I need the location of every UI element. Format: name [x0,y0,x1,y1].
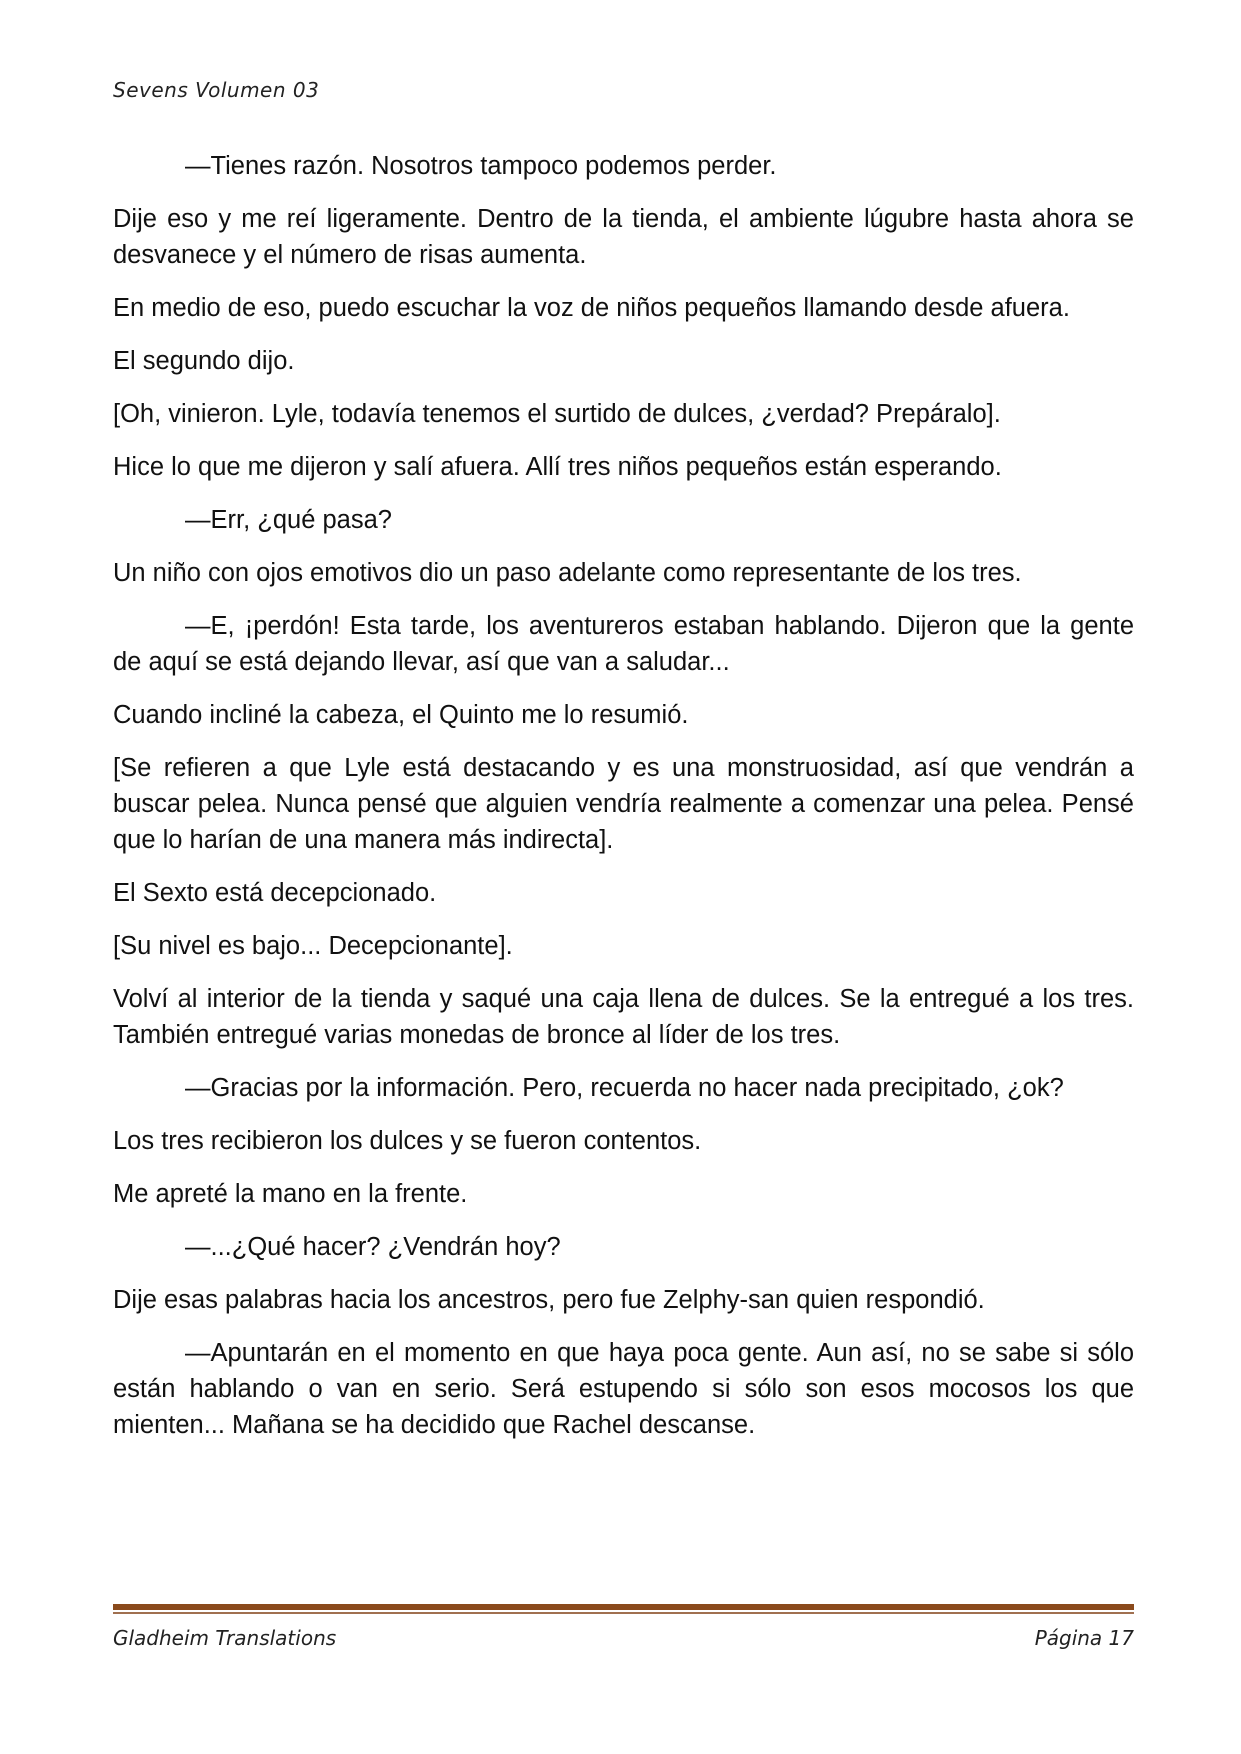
footer-page-number: Página 17 [1034,1626,1134,1650]
narration-paragraph: Dije esas palabras hacia los ancestros, pero fue Zelphy-san quien respondió. [113,1286,985,1314]
dialogue-paragraph: —...¿Qué hacer? ¿Vendrán hoy? [185,1233,561,1261]
footer-rule [113,1604,1134,1610]
narration-paragraph: Me apreté la mano en la frente. [113,1180,468,1208]
footer-rule-thin [113,1612,1134,1614]
narration-paragraph: Dije eso y me reí ligeramente. Dentro de la tienda, el ambiente lúgubre hasta ahora se desvanece y el número de risas aumenta. [113,205,1134,269]
dialogue-paragraph: —Err, ¿qué pasa? [185,506,392,534]
dialogue-paragraph: —Tienes razón. Nosotros tampoco podemos perder. [185,152,777,180]
narration-paragraph: Volví al interior de la tienda y saqué una caja llena de dulces. Se la entregué a los tres. También entregué varias monedas de bronce al líder de los tres. [113,985,1134,1049]
page-body [113,148,1134,1460]
narration-paragraph: El segundo dijo. [113,347,295,375]
narration-paragraph: [Su nivel es bajo... Decepcionante]. [113,932,513,960]
running-header: Sevens Volumen 03 [113,78,320,102]
narration-paragraph: [Se refieren a que Lyle está destacando y es una monstruosidad, así que vendrán a buscar pelea. Nunca pensé que alguien vendría realmente a comenzar una pelea. Pensé que lo harían de una manera más indirecta]. [113,754,1134,854]
narration-paragraph: [Oh, vinieron. Lyle, todavía tenemos el surtido de dulces, ¿verdad? Prepáralo]. [113,400,1001,428]
narration-paragraph: Hice lo que me dijeron y salí afuera. Allí tres niños pequeños están esperando. [113,453,1002,481]
narration-paragraph: El Sexto está decepcionado. [113,879,437,907]
narration-paragraph: En medio de eso, puedo escuchar la voz de niños pequeños llamando desde afuera. [113,294,1070,322]
footer-publisher: Gladheim Translations [113,1626,337,1650]
narration-paragraph: Un niño con ojos emotivos dio un paso adelante como representante de los tres. [113,559,1022,587]
narration-paragraph: Cuando incliné la cabeza, el Quinto me lo resumió. [113,701,689,729]
narration-paragraph: Los tres recibieron los dulces y se fueron contentos. [113,1127,702,1155]
dialogue-paragraph: —E, ¡perdón! Esta tarde, los aventureros estaban hablando. Dijeron que la gente de aquí se está dejando llevar, así que van a saludar... [113,612,1134,676]
dialogue-paragraph: —Apuntarán en el momento en que haya poca gente. Aun así, no se sabe si sólo están hablando o van en serio. Será estupendo si sólo son esos mocosos los que mienten... Mañana se ha decidido que Rachel descanse. [113,1339,1134,1439]
dialogue-paragraph: —Gracias por la información. Pero, recuerda no hacer nada precipitado, ¿ok? [185,1074,1064,1102]
